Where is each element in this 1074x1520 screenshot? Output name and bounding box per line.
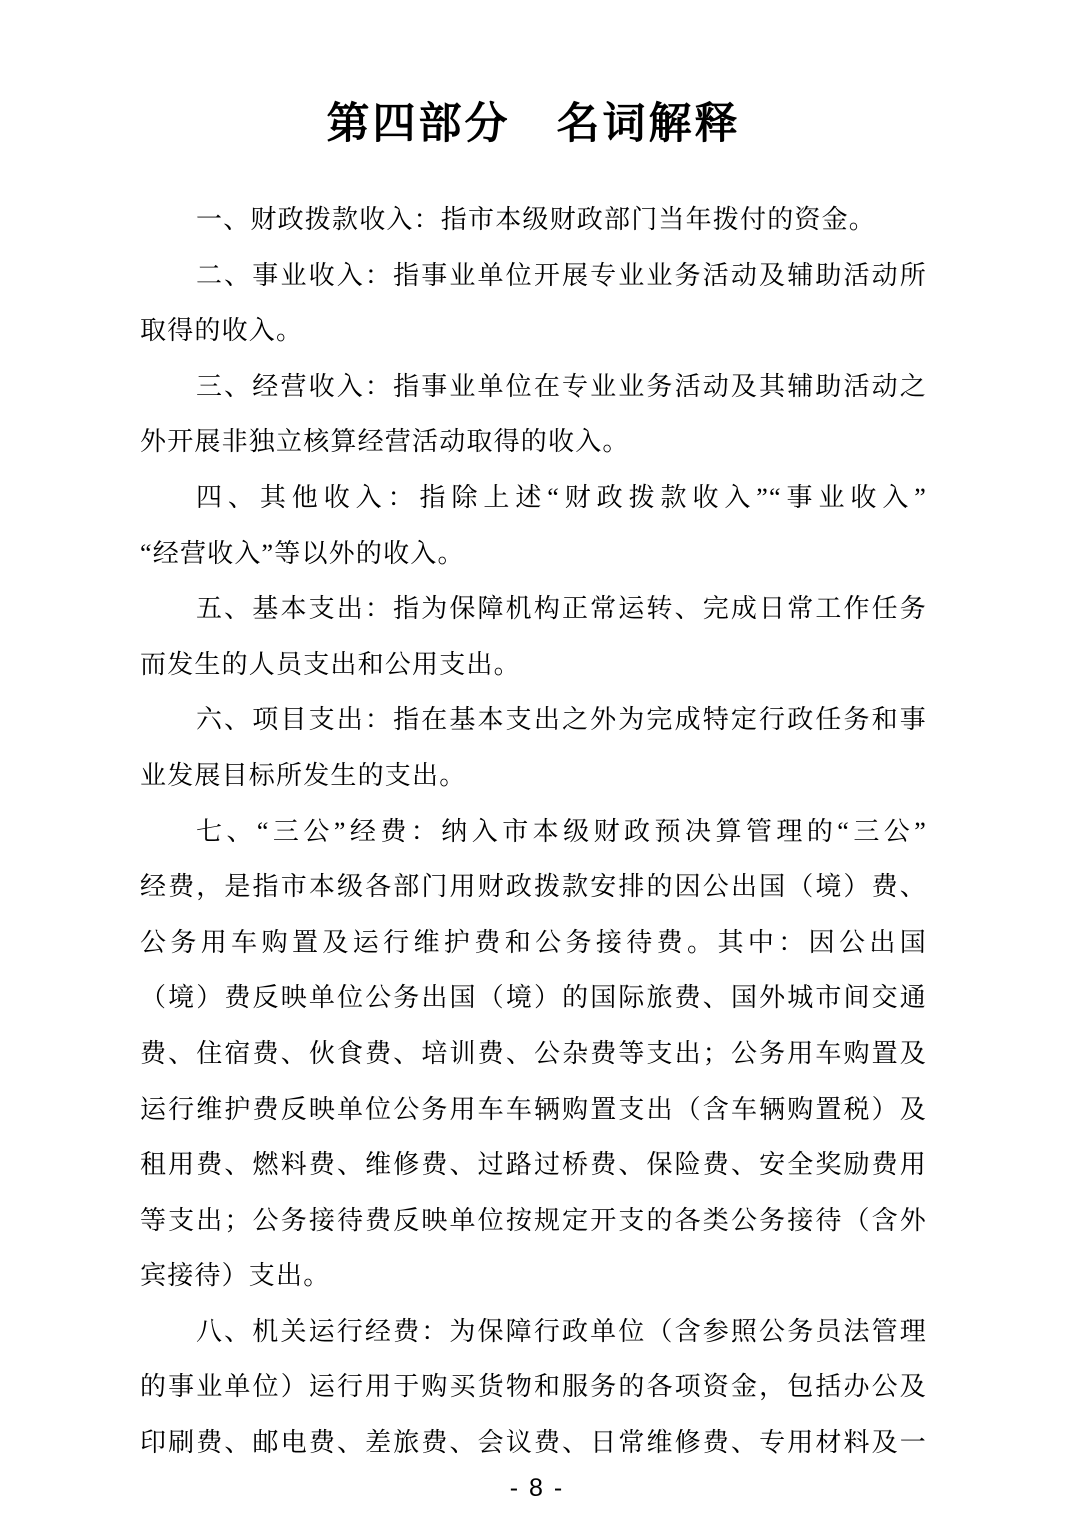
text-line: 经费，是指市本级各部门用财政拨款安排的因公出国（境）费、 bbox=[140, 872, 927, 902]
text-line: 三、经营收入：指事业单位在专业业务活动及其辅助活动之 bbox=[196, 371, 927, 401]
text-line: 六、项目支出：指在基本支出之外为完成特定行政任务和事 bbox=[196, 705, 927, 735]
text-line: 而发生的人员支出和公用支出。 bbox=[140, 649, 521, 679]
text-line: 宾接待）支出。 bbox=[140, 1261, 331, 1291]
text-line: 七、“三公”经费：纳入市本级财政预决算管理的“三公” bbox=[196, 816, 927, 846]
text-line: 一、财政拨款收入：指市本级财政部门当年拨付的资金。 bbox=[196, 205, 877, 234]
page-title: 第四部分 名词解释 bbox=[326, 100, 741, 148]
text-line: 八、机关运行经费：为保障行政单位（含参照公务员法管理 bbox=[196, 1316, 927, 1346]
text-line: 运行维护费反映单位公务用车车辆购置支出（含车辆购置税）及 bbox=[140, 1094, 927, 1124]
text-line: 等支出；公务接待费反映单位按规定开支的各类公务接待（含外 bbox=[140, 1205, 927, 1235]
text-line: 业发展目标所发生的支出。 bbox=[140, 760, 467, 790]
page-number: - 8 - bbox=[509, 1474, 565, 1502]
text-line: （境）费反映单位公务出国（境）的国际旅费、国外城市间交通 bbox=[140, 983, 927, 1013]
text-line: 费、住宿费、伙食费、培训费、公杂费等支出；公务用车购置及 bbox=[140, 1038, 927, 1068]
text-line: 外开展非独立核算经营活动取得的收入。 bbox=[140, 427, 630, 457]
text-line: 取得的收入。 bbox=[140, 316, 304, 346]
text-line: 四、其他收入：指除上述“财政拨款收入”“事业收入” bbox=[196, 482, 927, 512]
text-line: 五、基本支出：指为保障机构正常运转、完成日常工作任务 bbox=[196, 594, 927, 624]
text-line: 印刷费、邮电费、差旅费、会议费、日常维修费、专用材料及一 bbox=[140, 1428, 927, 1458]
text-line: 二、事业收入：指事业单位开展专业业务活动及辅助活动所 bbox=[196, 260, 927, 290]
text-line: 公务用车购置及运行维护费和公务接待费。其中：因公出国 bbox=[140, 927, 927, 957]
document-body bbox=[140, 192, 927, 1471]
text-line: 的事业单位）运行用于购买货物和服务的各项资金，包括办公及 bbox=[140, 1372, 927, 1402]
text-line: “经营收入”等以外的收入。 bbox=[140, 538, 465, 568]
text-line: 租用费、燃料费、维修费、过路过桥费、保险费、安全奖励费用 bbox=[140, 1150, 927, 1180]
